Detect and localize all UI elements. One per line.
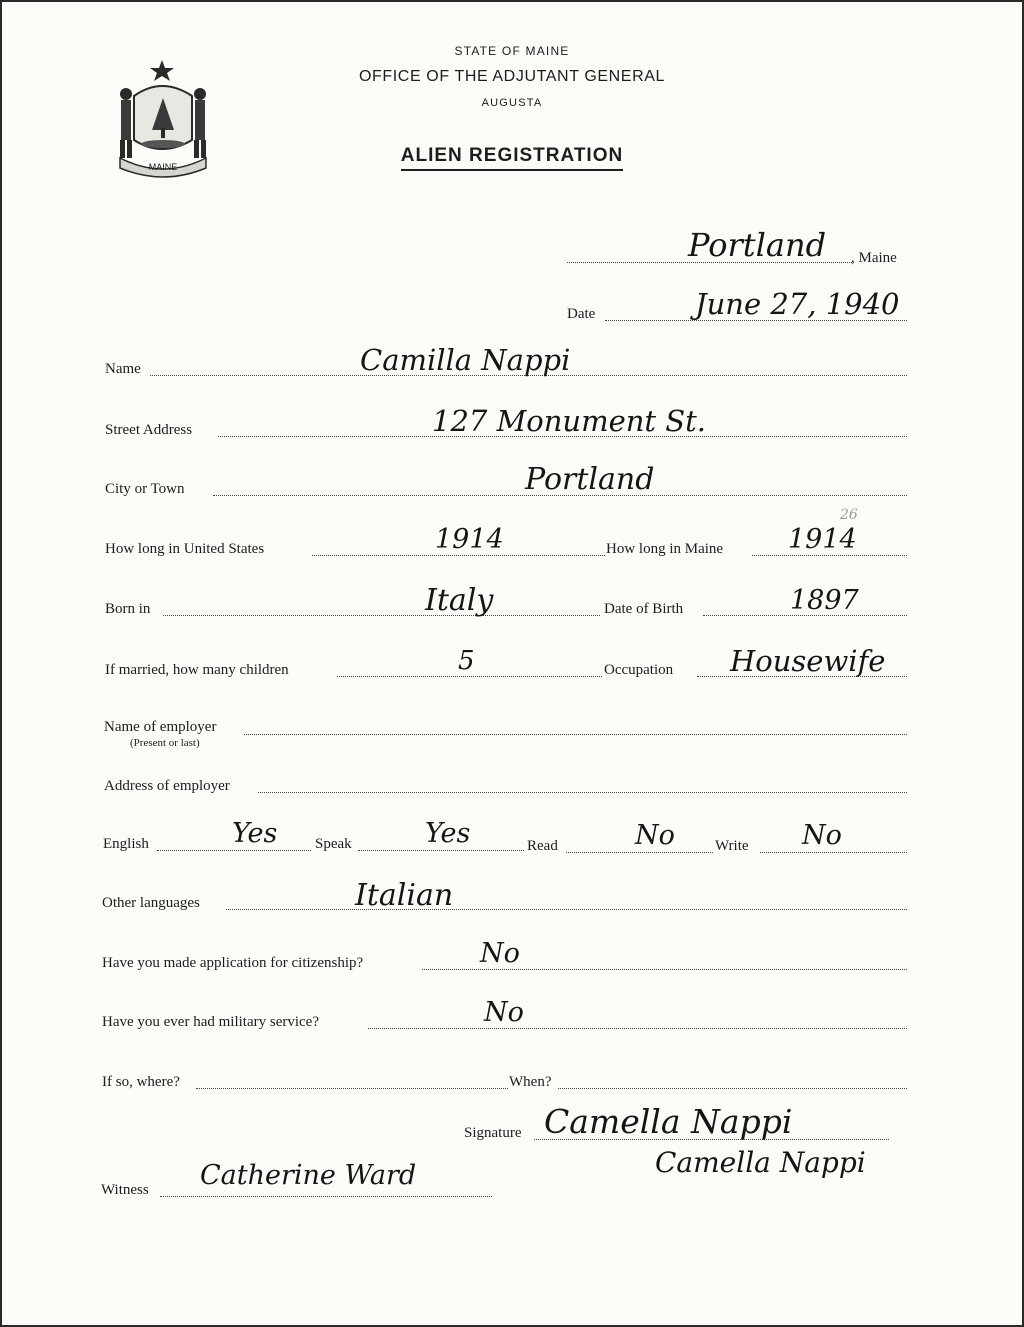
employer-address-label: Address of employer [104, 778, 230, 794]
city-value: Portland [525, 462, 655, 497]
form-title-text: ALIEN REGISTRATION [401, 145, 623, 171]
street-label: Street Address [105, 422, 193, 438]
citizenship-value: No [480, 938, 520, 969]
children-value: 5 [458, 646, 475, 676]
dob-value: 1897 [790, 585, 859, 616]
dob-label: Date of Birth [604, 601, 684, 617]
occupation-value: Housewife [730, 644, 886, 678]
street-value: 127 Monument St. [432, 404, 707, 438]
read-label: Read [527, 838, 558, 854]
other-languages-line [226, 909, 907, 910]
employer-address-line [258, 792, 907, 793]
english-value: Yes [232, 818, 278, 849]
date-label: Date [567, 306, 596, 322]
signature-second-value: Camella Nappi [655, 1146, 866, 1179]
header-city: AUGUSTA [481, 97, 543, 109]
place-city-value: Portland [688, 226, 827, 264]
employer-line [244, 734, 907, 735]
signature-value: Camella Nappi [544, 1102, 793, 1141]
maine-years-note: 26 [840, 507, 858, 523]
speak-line [358, 850, 524, 851]
name-label: Name [105, 361, 141, 377]
place-state-label: , Maine [851, 250, 897, 266]
write-value: No [802, 820, 842, 851]
speak-value: Yes [425, 818, 471, 849]
header-office: OFFICE OF THE ADJUTANT GENERAL [358, 68, 666, 85]
us-years-line [312, 555, 605, 556]
where-label: If so, where? [102, 1074, 180, 1090]
employer-label: Name of employer [104, 719, 217, 735]
military-label: Have you ever had military service? [102, 1014, 319, 1030]
witness-line [160, 1196, 492, 1197]
citizenship-line [422, 969, 907, 970]
other-languages-label: Other languages [102, 895, 200, 911]
witness-value: Catherine Ward [200, 1160, 417, 1191]
children-label: If married, how many children [105, 662, 289, 678]
born-in-line [163, 615, 600, 616]
write-label: Write [715, 838, 749, 854]
maine-years-label: How long in Maine [606, 541, 724, 557]
us-years-label: How long in United States [105, 541, 265, 557]
seal-ribbon-text: MAINE [148, 162, 178, 172]
english-line [157, 850, 311, 851]
military-line [368, 1028, 907, 1029]
english-label: English [103, 836, 149, 852]
speak-label: Speak [315, 836, 352, 852]
header-state: STATE OF MAINE [454, 44, 570, 58]
born-in-label: Born in [105, 601, 151, 617]
maine-years-value: 1914 [788, 524, 857, 555]
signature-label: Signature [464, 1125, 522, 1141]
citizenship-label: Have you made application for citizenship? [102, 955, 364, 971]
city-label: City or Town [105, 481, 185, 497]
where-line [196, 1088, 508, 1089]
us-years-value: 1914 [435, 524, 504, 555]
read-line [566, 852, 713, 853]
occupation-label: Occupation [604, 662, 674, 678]
when-label: When? [509, 1074, 552, 1090]
read-value: No [635, 820, 675, 851]
employer-sublabel: (Present or last) [130, 737, 200, 749]
children-line [337, 676, 602, 677]
military-value: No [484, 997, 524, 1028]
born-in-value: Italy [425, 583, 494, 618]
name-value: Camilla Nappi [360, 343, 571, 377]
witness-label: Witness [101, 1182, 149, 1198]
date-value: June 27, 1940 [695, 287, 900, 321]
maine-years-line [752, 555, 907, 556]
other-languages-value: Italian [355, 878, 454, 913]
form-title [0, 145, 1024, 167]
write-line [760, 852, 907, 853]
when-line [558, 1088, 907, 1089]
